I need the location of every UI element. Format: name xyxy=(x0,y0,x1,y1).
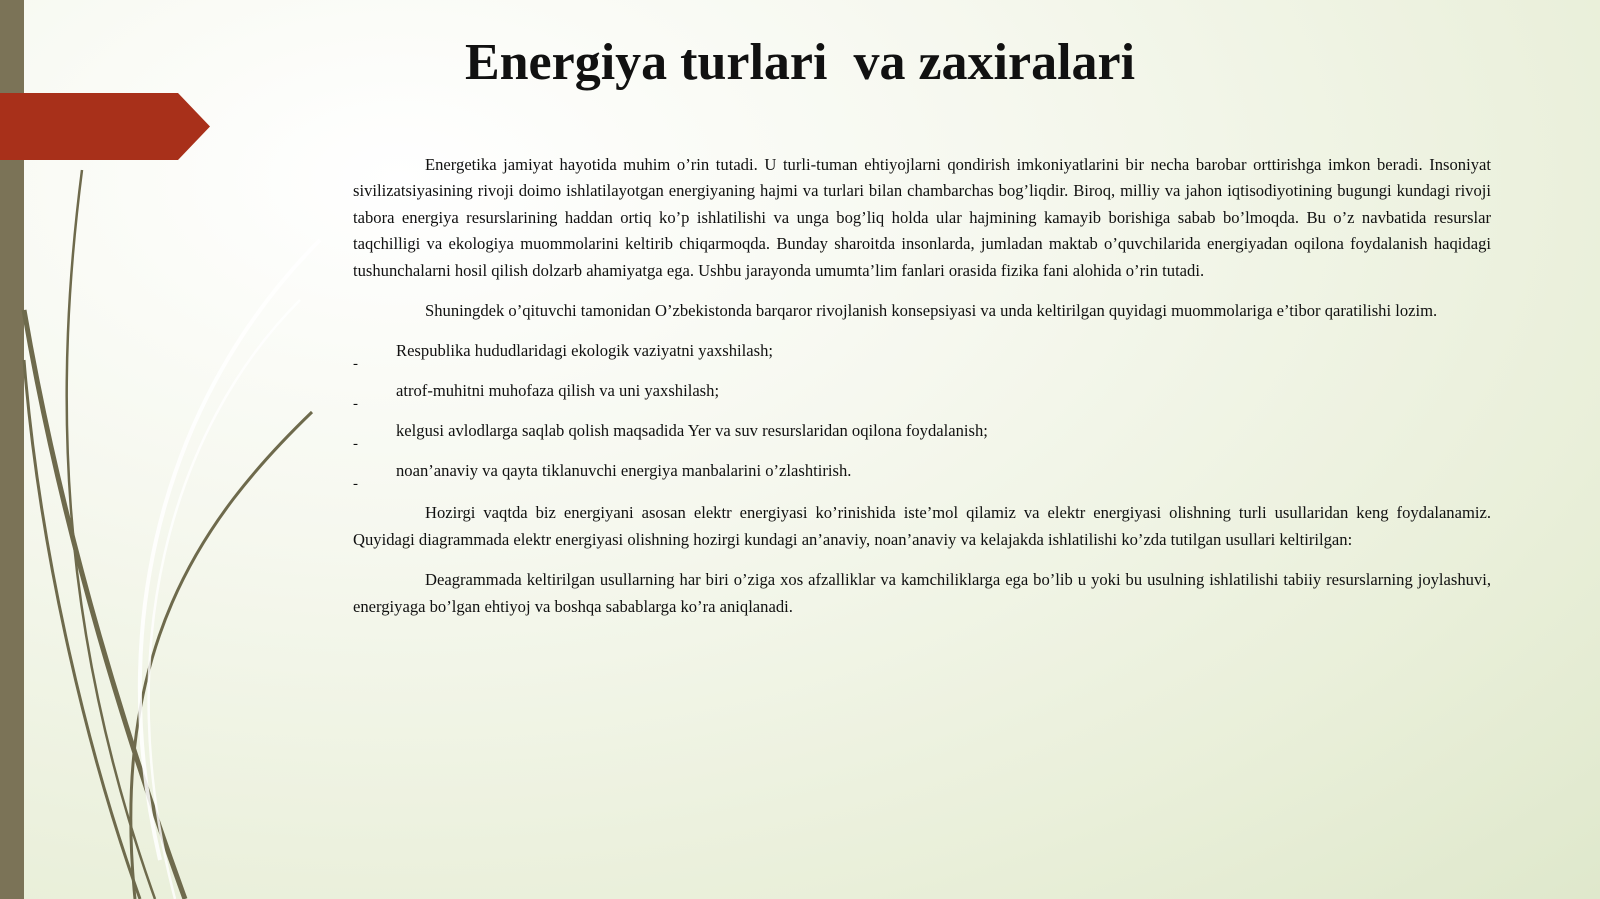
slide-body xyxy=(353,152,1491,634)
paragraph-intro: Energetika jamiyat hayotida muhim o’rin tutadi. U turli-tuman ehtiyojlarni qondirish imkoniyatlarini bir necha barobar orttirishga imkon beradi. Insoniyat sivilizatsiyasining rivoji doimo ishlatilayotgan energiyaning hajmi va turlari bilan chambarchas bog’liqdir. Biroq, milliy va jahon iqtisodiyotining bugungi kundagi rivoji tabora energiya resurslarining haddan ortiq ko’p ishlatilishi va unga bog’liq holda ular hajmining kamayib borishiga sabab bo’lmoqda. Bu o’z navbatida resurslar taqchilligi va ekologiya muommolarini keltirib chiqarmoqda. Bunday sharoitda insonlarda, jumladan maktab o’quvchilarida energiyadan oqilona foydalanish haqidagi tushunchalarni hosil qilish dolzarb ahamiyatga ega. Ushbu jarayonda umumta’lim fanlari orasida fizika fani alohida o’rin tutadi. xyxy=(353,155,1491,280)
list-item xyxy=(353,338,1491,378)
paragraph-diagram-note: Deagrammada keltirilgan usullarning har biri o’ziga xos afzalliklar va kamchiliklarga ega bo’lib u yoki bu usulning ishlatilishi tabiiy resurslarning joylashuvi, energiyaga bo’lgan ehtiyoj va boshqa sabablarga ko’ra aniqlanadi. xyxy=(353,570,1491,616)
slide-title: Energiya turlari va zaxiralari xyxy=(464,34,1136,91)
bullet-text: noan’anaviy va qayta tiklanuvchi energiya manbalarini o’zlashtirish. xyxy=(396,461,852,481)
bullet-dash: - xyxy=(353,476,358,493)
bullet-dash: - xyxy=(353,396,358,413)
bullet-text: kelgusi avlodlarga saqlab qolish maqsadida Yer va suv resurslaridan oqilona foydalanish; xyxy=(396,421,988,441)
list-item xyxy=(353,418,1491,458)
bullet-text: atrof-muhitni muhofaza qilish va uni yaxshilash; xyxy=(396,381,720,401)
bullet-dash: - xyxy=(353,356,358,373)
paragraph-concept: Shuningdek o’qituvchi tamonidan O’zbekistonda barqaror rivojlanish konsepsiyasi va unda keltirilgan quyidagi muommolariga e’tibor qaratilishi lozim. xyxy=(425,301,1438,321)
bullet-dash: - xyxy=(353,436,358,453)
list-item xyxy=(353,458,1491,500)
paragraph-electricity: Hozirgi vaqtda biz energiyani asosan elektr energiyasi ko’rinishida iste’mol qilamiz va elektr energiyasi olishning turli usullaridan keng foydalanamiz. Quyidagi diagrammada elektr energiyasi olishning hozirgi kundagi an’anaviy, noan’anaviy va kelajakda ishlatilishi ko’zda tutilgan usullari keltirilgan: xyxy=(353,503,1491,549)
arrow-accent xyxy=(0,93,210,160)
list-item xyxy=(353,378,1491,418)
bullet-text: Respublika hududlaridagi ekologik vaziyatni yaxshilash; xyxy=(396,341,773,361)
